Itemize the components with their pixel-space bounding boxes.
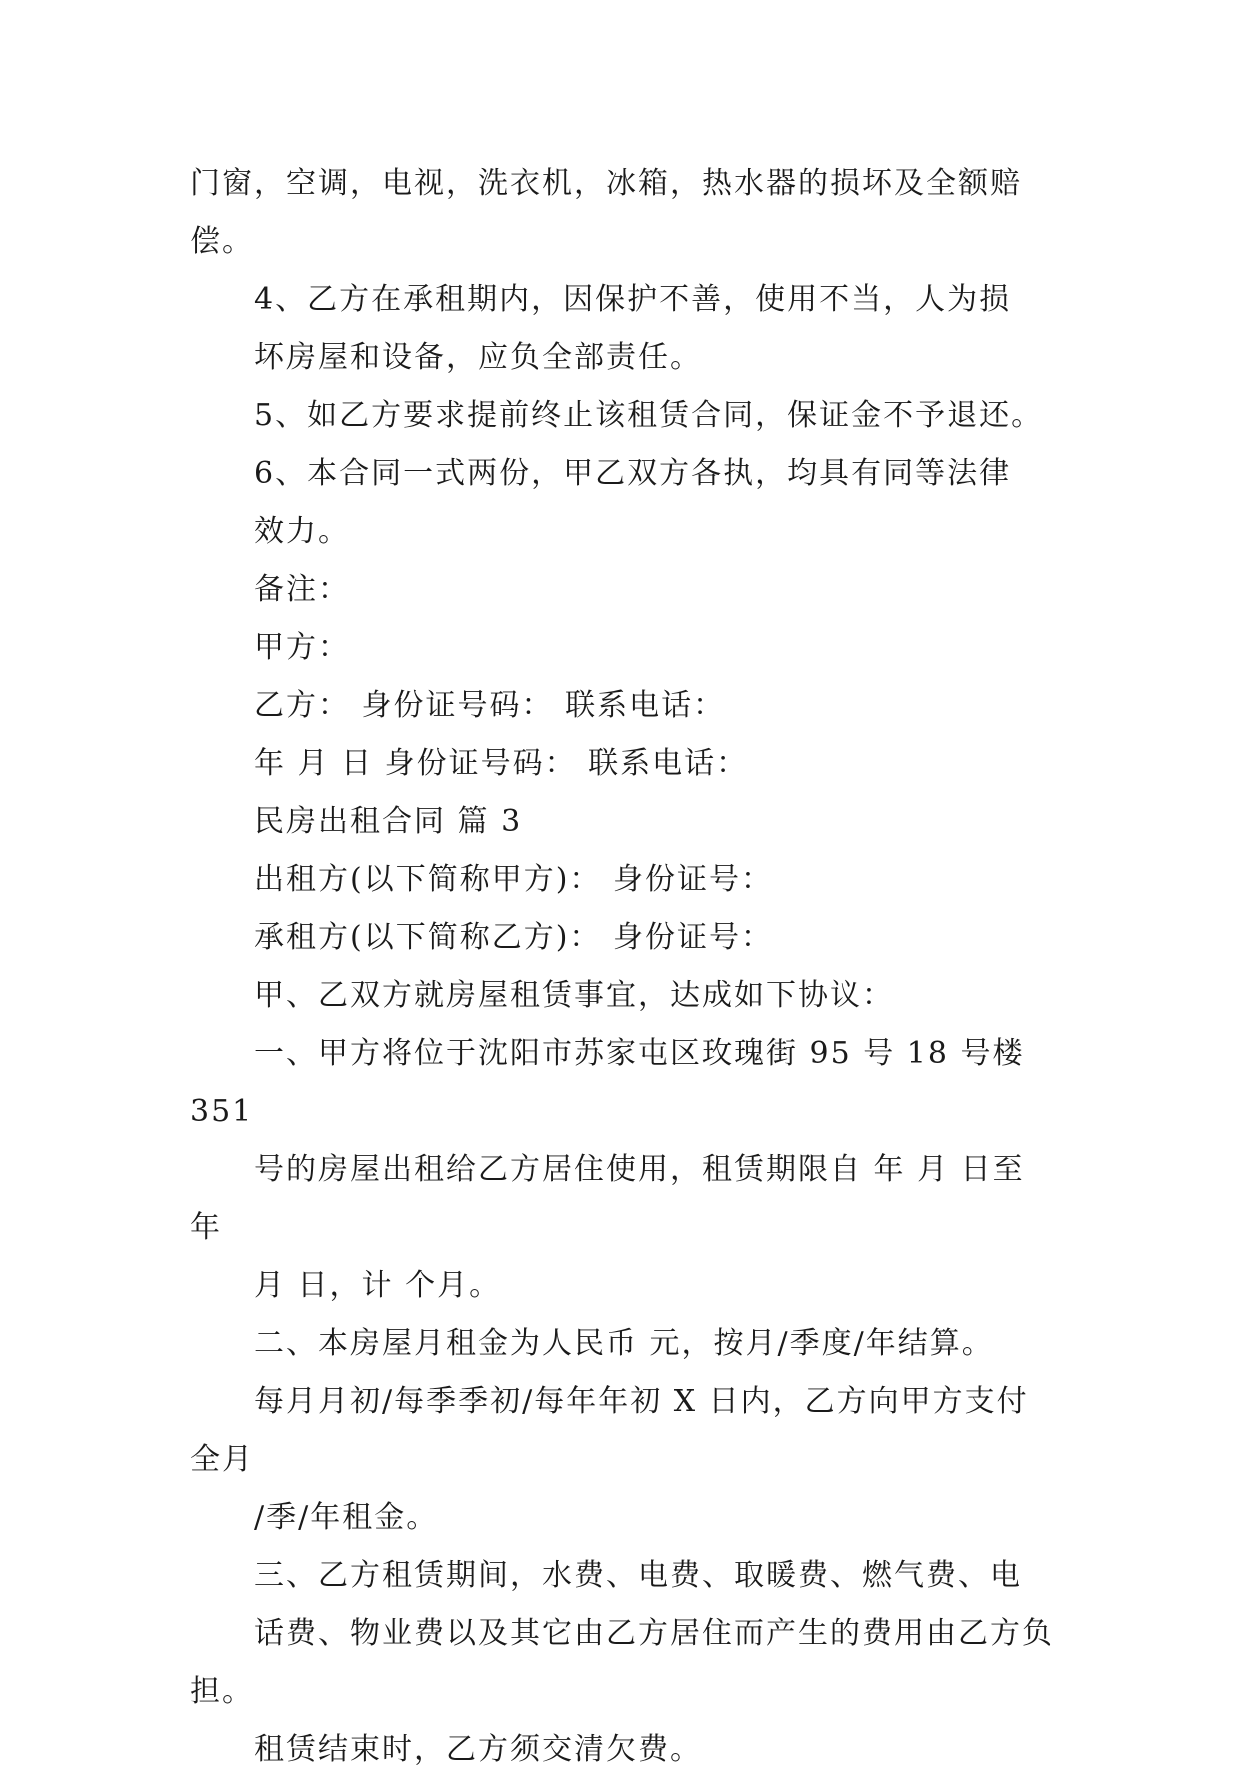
document-line: 甲方： <box>254 630 350 665</box>
document-paragraph <box>190 793 1055 851</box>
document-line: 一、甲方将位于沈阳市苏家屯区玫瑰街 95 号 18 号楼 351 <box>190 1036 1025 1129</box>
document-paragraph <box>190 271 1055 387</box>
document-line: 甲、乙双方就房屋租赁事宜，达成如下协议： <box>254 978 894 1013</box>
document-line: 4、乙方在承租期内，因保护不善，使用不当，人为损 <box>254 282 1012 317</box>
document-line: /季/年租金。 <box>254 1500 439 1535</box>
document-line: 出租方(以下简称甲方)： 身份证号： <box>254 862 773 897</box>
document-line: 民房出租合同 篇 3 <box>254 804 523 839</box>
document-line: 每月月初/每季季初/每年年初 X 日内，乙方向甲方支付全月 <box>190 1384 1029 1477</box>
document-line: 月 日，计 个月。 <box>254 1268 502 1303</box>
document-line: 效力。 <box>254 514 350 549</box>
document-line: 三、乙方租赁期间，水费、电费、取暖费、燃气费、电 <box>254 1558 1022 1593</box>
document-paragraph <box>190 909 1055 967</box>
document-paragraph <box>190 619 1055 677</box>
document-line: 5、如乙方要求提前终止该租赁合同，保证金不予退还。 <box>254 398 1044 433</box>
document-paragraph <box>190 967 1055 1025</box>
document-line: 偿。 <box>190 224 254 259</box>
document-line: 租赁结束时，乙方须交清欠费。 <box>254 1732 702 1767</box>
document-line: 坏房屋和设备，应负全部责任。 <box>254 340 702 375</box>
document-line: 6、本合同一式两份，甲乙双方各执，均具有同等法律 <box>254 456 1012 491</box>
document-line: 年 月 日 身份证号码： 联系电话： <box>254 746 749 781</box>
document-line: 二、本房屋月租金为人民币 元，按月/季度/年结算。 <box>254 1326 994 1361</box>
document-paragraph <box>190 1025 1055 1315</box>
document-paragraph <box>190 561 1055 619</box>
document-paragraph <box>190 851 1055 909</box>
document-paragraph <box>190 677 1055 735</box>
document-paragraph <box>190 387 1055 445</box>
document-line: 话费、物业费以及其它由乙方居住而产生的费用由乙方负担。 <box>190 1616 1054 1709</box>
document-line: 门窗，空调，电视，洗衣机，冰箱，热水器的损坏及全额赔 <box>190 166 1022 201</box>
document-paragraph <box>190 735 1055 793</box>
document-line: 承租方(以下简称乙方)： 身份证号： <box>254 920 773 955</box>
document-paragraph <box>190 1315 1055 1547</box>
document-paragraph <box>190 445 1055 561</box>
document-line: 备注： <box>254 572 350 607</box>
document-line: 乙方： 身份证号码： 联系电话： <box>254 688 726 723</box>
document-paragraph <box>190 155 1055 271</box>
document-body <box>190 155 1055 1779</box>
document-paragraph <box>190 1547 1055 1779</box>
document-line: 号的房屋出租给乙方居住使用，租赁期限自 年 月 日至 年 <box>190 1152 1025 1245</box>
